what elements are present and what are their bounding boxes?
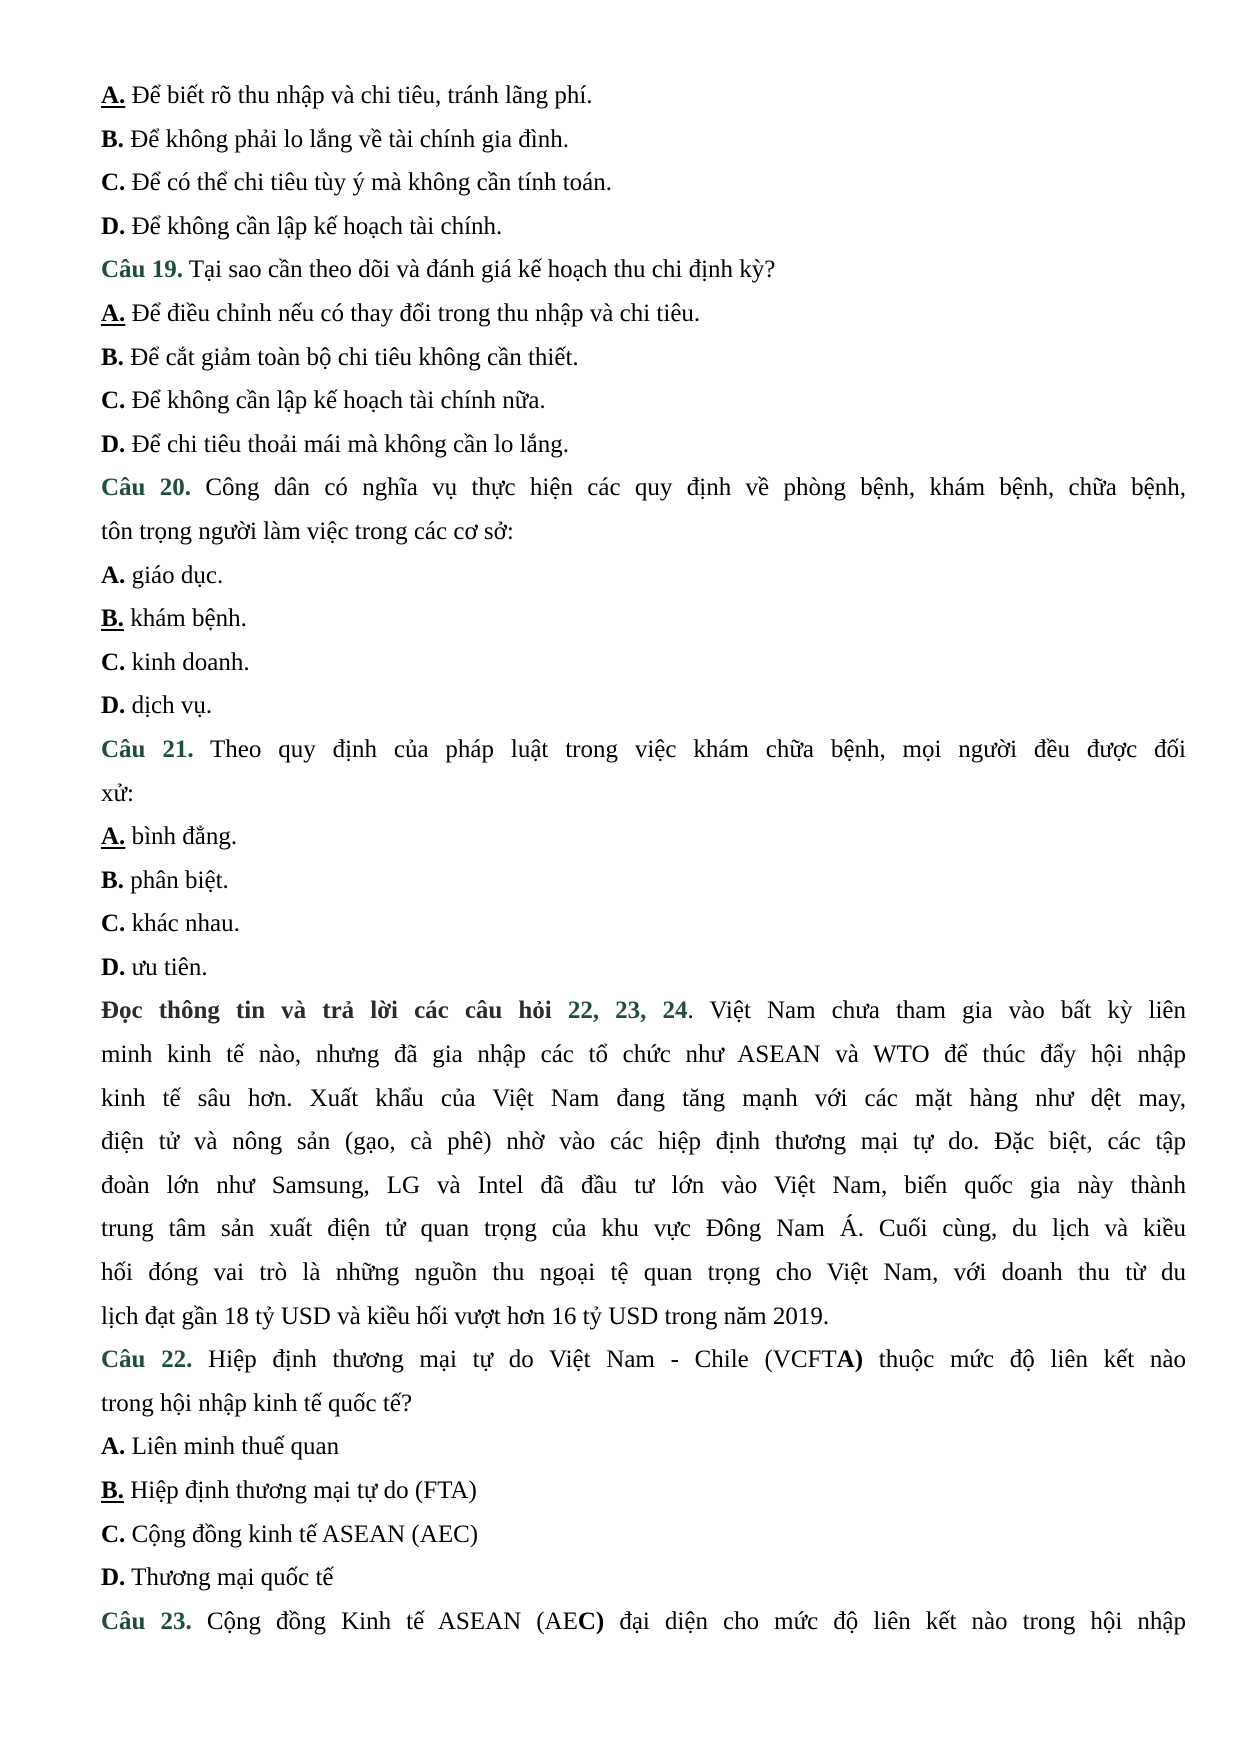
q20-option-d — [101, 684, 1186, 728]
q18-option-d — [101, 205, 1186, 249]
option-text: dịch vụ. — [125, 692, 213, 720]
q21-option-a — [101, 815, 1186, 859]
option-text: ưu tiên. — [125, 953, 208, 981]
question-text: đại diện cho mức độ liên kết nào trong hội nhập — [604, 1607, 1186, 1635]
option-label: D. — [101, 1564, 126, 1592]
reading-line-6: trung tâm sản xuất điện tử quan trọng của khu vực Đông Nam Á. Cuối cùng, du lịch và kiều — [101, 1215, 1186, 1243]
option-label: A. — [101, 1433, 126, 1461]
q20-option-b — [101, 597, 1186, 641]
question-text: thuộc mức độ liên kết nào — [863, 1346, 1186, 1374]
option-text: Để chi tiêu thoải mái mà không cần lo lắng. — [125, 430, 569, 458]
q20-option-c — [101, 641, 1186, 685]
q20-option-a — [101, 554, 1186, 598]
q18-option-a — [101, 74, 1186, 118]
option-label: D. — [101, 212, 126, 240]
option-text: Để không cần lập kế hoạch tài chính nữa. — [125, 387, 546, 415]
option-label: D. — [101, 430, 126, 458]
question-label: Câu 20. — [101, 474, 192, 502]
option-text: phân biệt. — [123, 866, 229, 894]
option-text: Cộng đồng kinh tế ASEAN (AEC) — [125, 1520, 479, 1548]
q20-stem-line1 — [101, 466, 1186, 510]
q18-option-c — [101, 161, 1186, 205]
option-label: B. — [101, 866, 124, 894]
question-label: Câu 21. — [101, 735, 194, 763]
option-text: khám bệnh. — [123, 605, 247, 633]
option-label: C. — [101, 387, 126, 415]
reading-line-3: kinh tế sâu hơn. Xuất khẩu của Việt Nam đang tăng mạnh với các mặt hàng như dệt may, — [101, 1084, 1186, 1112]
question-text-bold: C) — [577, 1607, 605, 1635]
reading-line-8: lịch đạt gần 18 tỷ USD và kiều hối vượt hơn 16 tỷ USD trong năm 2019. — [101, 1302, 830, 1330]
option-text: Liên minh thuế quan — [125, 1433, 340, 1461]
question-text: Hiệp định thương mại tự do Việt Nam - Chile (VCFT — [192, 1346, 837, 1374]
reading-line-4: điện tử và nông sản (gạo, cà phê) nhờ vào các hiệp định thương mại tự do. Đặc biệt, các tập — [101, 1128, 1186, 1156]
q21-stem-line1 — [101, 728, 1186, 772]
reading-line-2: minh kinh tế nào, nhưng đã gia nhập các tổ chức như ASEAN và WTO để thúc đẩy hội nhập — [101, 1041, 1186, 1069]
option-label: A. — [101, 299, 126, 327]
option-text: Để điều chỉnh nếu có thay đổi trong thu nhập và chi tiêu. — [125, 299, 701, 327]
option-text: Để không phải lo lắng về tài chính gia đình. — [123, 125, 569, 153]
option-label: C. — [101, 648, 126, 676]
q19-option-d — [101, 423, 1186, 467]
option-text: giáo dục. — [125, 561, 224, 589]
option-label: D. — [101, 692, 126, 720]
q21-option-d — [101, 946, 1186, 990]
question-text: Tại sao cần theo dõi và đánh giá kế hoạch thu chi định kỳ? — [182, 256, 776, 284]
question-label: Câu 23. — [101, 1607, 192, 1635]
option-text: Để không cần lập kế hoạch tài chính. — [125, 212, 503, 240]
question-text: Cộng đồng Kinh tế ASEAN (AE — [191, 1607, 578, 1635]
q20-stem-line2: tôn trọng người làm việc trong các cơ sở: — [101, 517, 514, 545]
reading-line-7: hối đóng vai trò là những nguồn thu ngoại tệ quan trọng cho Việt Nam, với doanh thu từ du — [101, 1259, 1186, 1287]
q22-stem-line2: trong hội nhập kinh tế quốc tế? — [101, 1389, 413, 1417]
q23-stem-line1 — [101, 1600, 1186, 1644]
option-label: B. — [101, 125, 124, 153]
option-label: B. — [101, 605, 124, 633]
option-text: kinh doanh. — [125, 648, 250, 676]
q22-option-a — [101, 1425, 1186, 1469]
option-text: khác nhau. — [125, 910, 240, 938]
q21-option-c — [101, 902, 1186, 946]
q22-option-b — [101, 1469, 1186, 1513]
reading-text: . Việt Nam chưa tham gia vào bất kỳ liên — [687, 997, 1187, 1025]
document-page — [101, 74, 1186, 1643]
question-text-bold: A) — [836, 1346, 864, 1374]
option-label: A. — [101, 823, 126, 851]
option-label: B. — [101, 1477, 124, 1504]
option-label: C. — [101, 169, 126, 197]
q21-option-b — [101, 859, 1186, 903]
reading-question-refs: 22, 23, 24 — [551, 997, 688, 1025]
q21-stem-line2: xử: — [101, 779, 134, 807]
q19-option-a — [101, 292, 1186, 336]
option-text: Để cắt giảm toàn bộ chi tiêu không cần thiết. — [123, 343, 579, 371]
q19-option-b — [101, 336, 1186, 380]
option-label: C. — [101, 910, 126, 938]
q19-stem — [101, 248, 1186, 292]
question-text: Công dân có nghĩa vụ thực hiện các quy định về phòng bệnh, khám bệnh, chữa bệnh, — [191, 474, 1186, 502]
option-text: Thương mại quốc tế — [125, 1564, 334, 1592]
q22-stem-line1 — [101, 1338, 1186, 1382]
reading-line-5: đoàn lớn như Samsung, LG và Intel đã đầu tư lớn vào Việt Nam, biến quốc gia này thành — [101, 1171, 1186, 1199]
option-label: B. — [101, 343, 124, 371]
q18-option-b — [101, 118, 1186, 162]
reading-line-1 — [101, 989, 1186, 1033]
option-text: bình đẳng. — [125, 823, 238, 851]
option-label: A. — [101, 561, 126, 589]
q22-option-c — [101, 1513, 1186, 1557]
question-text: Theo quy định của pháp luật trong việc khám chữa bệnh, mọi người đều được đối — [193, 735, 1186, 763]
question-label: Câu 22. — [101, 1346, 193, 1374]
option-text: Để có thể chi tiêu tùy ý mà không cần tính toán. — [125, 169, 612, 197]
q22-option-d — [101, 1556, 1186, 1600]
question-label: Câu 19. — [101, 256, 183, 284]
q19-option-c — [101, 379, 1186, 423]
option-label: C. — [101, 1520, 126, 1548]
option-label: D. — [101, 953, 126, 981]
option-text: Hiệp định thương mại tự do (FTA) — [123, 1477, 477, 1504]
reading-lead: Đọc thông tin và trả lời các câu hỏi — [101, 997, 552, 1025]
option-label: A. — [101, 82, 126, 109]
option-text: Để biết rõ thu nhập và chi tiêu, tránh lãng phí. — [125, 82, 593, 109]
